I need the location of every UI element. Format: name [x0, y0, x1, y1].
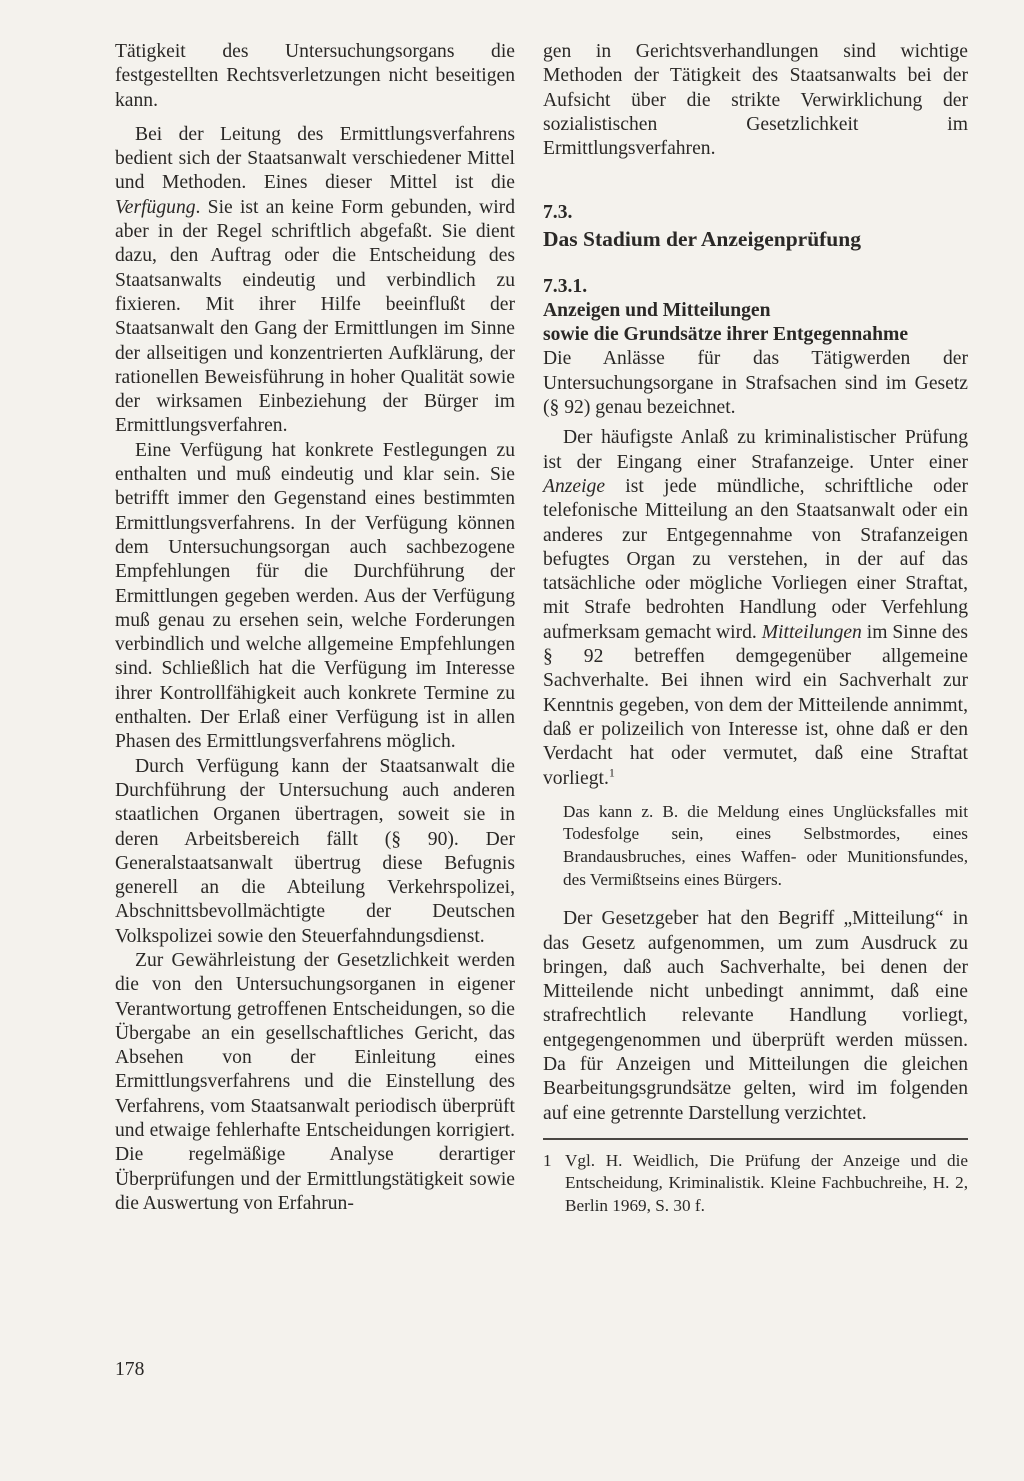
paragraph-anlaesse: Die Anlässe für das Tätigwerden der Untersuchungsorgane in Strafsachen sind im Gesetz (§ 92) genau bezeichnet.	[543, 348, 968, 419]
page-number: 178	[115, 1359, 145, 1380]
emphasis-term: Mitteilungen	[761, 621, 862, 643]
paragraph-continuation: Tätigkeit des Untersuchungsorgans die festgestellten Rechtsverletzungen nicht beseitigen kann.	[115, 41, 515, 111]
paragraph-continuation: gen in Gerichtsverhandlungen sind wichtige Methoden der Tätigkeit des Staatsanwalts bei der Aufsicht über die strikte Verwirklichung der sozialistischen Gesetzlichkeit im Ermittlungsverfahren.	[543, 41, 968, 160]
footnote-reference: 1	[608, 765, 615, 779]
subsection-number: 7.3.1.	[543, 276, 588, 298]
footnote-divider	[543, 1138, 968, 1140]
section-number: 7.3.	[543, 202, 573, 224]
paragraph-verfuegung-intro	[115, 123, 515, 439]
paragraph-text: Bei der Leitung des Ermittlungsverfahrens bedient sich der Staatsanwalt verschiedener Mittel und Methoden. Eines dieser Mittel ist die	[115, 123, 515, 194]
paragraph-text: . Sie ist an keine Form gebunden, wird aber in der Regel schriftlich abgefaßt. Sie dient dazu, den Auftrag oder die Entscheidung des Staatsanwalts eindeutig und verbindlich zu fixieren. Mit ihrer Hilfe beeinflußt der Staatsanwalt den Gang der Ermittlungen im Sinne der allseitigen und konzentrierten Aufklärung, der rationellen Beweisführung in hoher Qualität sowie der wirksamen Einbeziehung der Bürger im Ermittlungsverfahren.	[115, 196, 515, 437]
footnote	[543, 1150, 968, 1218]
paragraph-anzeige-definition	[543, 426, 968, 790]
footnote-text: Vgl. H. Weidlich, Die Prüfung der Anzeige und die Entscheidung, Kriminalistik. Kleine Fachbuchreihe, H. 2, Berlin 1969, S. 30 f.	[565, 1150, 968, 1216]
note-example: Das kann z. B. die Meldung eines Unglücksfalles mit Todesfolge sein, eines Selbstmordes, eines Brandausbruches, eines Waffen- oder Munitionsfundes, des Vermißtseins eines Bürgers.	[563, 801, 968, 889]
paragraph-oversight: Zur Gewährleistung der Gesetzlichkeit werden die von den Untersuchungsorganen in eigener Verantwortung getroffenen Entscheidungen, so die Übergabe an ein gesellschaftliches Gericht, das Absehen von der Einleitung eines Ermittlungsverfahrens und die Einstellung des Verfahrens, vom Staatsanwalt periodisch überprüft und etwaige fehlerhafte Entscheidungen korrigiert. Die regelmäßige Analyse derartiger Überprüfungen und der Ermittlungstätigkeit sowie die Auswertung von Erfahrun-	[115, 949, 515, 1214]
subsection-title-line-2: sowie die Grundsätze ihrer Entgegennahme	[543, 324, 909, 346]
paragraph-delegation: Durch Verfügung kann der Staatsanwalt die Durchführung der Untersuchung auch anderen staatlichen Organen übertragen, soweit sie in deren Arbeitsbereich fällt (§ 90). Der Generalstaatsanwalt übertrug diese Befugnis generell an die Abteilung Verkehrspolizei, Abschnittsbevollmächtigte der Deutschen Volkspolizei sowie den Steuerfahndungsdienst.	[115, 755, 515, 947]
emphasis-term: Anzeige	[543, 475, 606, 497]
paragraph-text: im Sinne des § 92 betreffen demgegenüber allgemeine Sachverhalte. Bei ihnen wird ein Sachverhalt zur Kenntnis gegeben, von dem der Mitteilende annimmt, daß er polizeilich von Interesse ist, ohne daß er den Verdacht hat oder vermutet, daß eine Straftat vorliegt.	[543, 621, 968, 789]
subsection-title-line-1: Anzeigen und Mitteilungen	[543, 300, 771, 322]
paragraph-text: Der häufigste Anlaß zu kriminalistischer Prüfung ist der Eingang einer Strafanzeige. Unter einer	[543, 427, 968, 473]
paragraph-verfuegung-content: Eine Verfügung hat konkrete Festlegungen zu enthalten und muß eindeutig und klar sein. Sie betrifft immer den Gegenstand eines bestimmten Ermittlungsverfahrens. In der Verfügung können dem Untersuchungsorgan auch sachbezogene Empfehlungen für die Durchführung der Ermittlungen gegeben werden. Aus der Verfügung muß genau zu ersehen sein, welche Forderungen verbindlich und welche allgemeine Empfehlungen sind. Schließlich hat die Verfügung im Interesse ihrer Kontrollfähigkeit auch konkrete Termine zu enthalten. Der Erlaß einer Verfügung ist in allen Phasen des Ermittlungsverfahrens möglich.	[115, 439, 515, 753]
section-title: Das Stadium der Anzeigenprüfung	[543, 227, 861, 252]
paragraph-mitteilung: Der Gesetzgeber hat den Begriff „Mitteilung“ in das Gesetz aufgenommen, um zum Ausdruck zu bringen, daß auch Sachverhalte, bei denen der Mitteilende nicht unbedingt annimmt, daß eine strafrechtlich relevante Handlung vorliegt, entgegengenommen und überprüft werden müssen. Da für Anzeigen und Mitteilungen die gleichen Bearbeitungsgrundsätze gelten, wird im folgenden auf eine getrennte Darstellung verzichtet.	[543, 908, 968, 1124]
left-column	[115, 40, 515, 1216]
right-column	[543, 40, 968, 1218]
footnote-number: 1	[543, 1150, 552, 1170]
emphasis-term: Verfügung	[115, 196, 196, 218]
paragraph-text: ist jede mündliche, schriftliche oder telefonische Mitteilung an den Staatsanwalt oder ein anderes zur Entgegennahme von Strafanzeigen befugtes Organ zu verstehen, in der auf das tatsächliche oder mögliche Vorliegen einer Straftat, mit Strafe bedrohten Handlung oder Verfehlung aufmerksam gemacht wird.	[543, 475, 968, 643]
